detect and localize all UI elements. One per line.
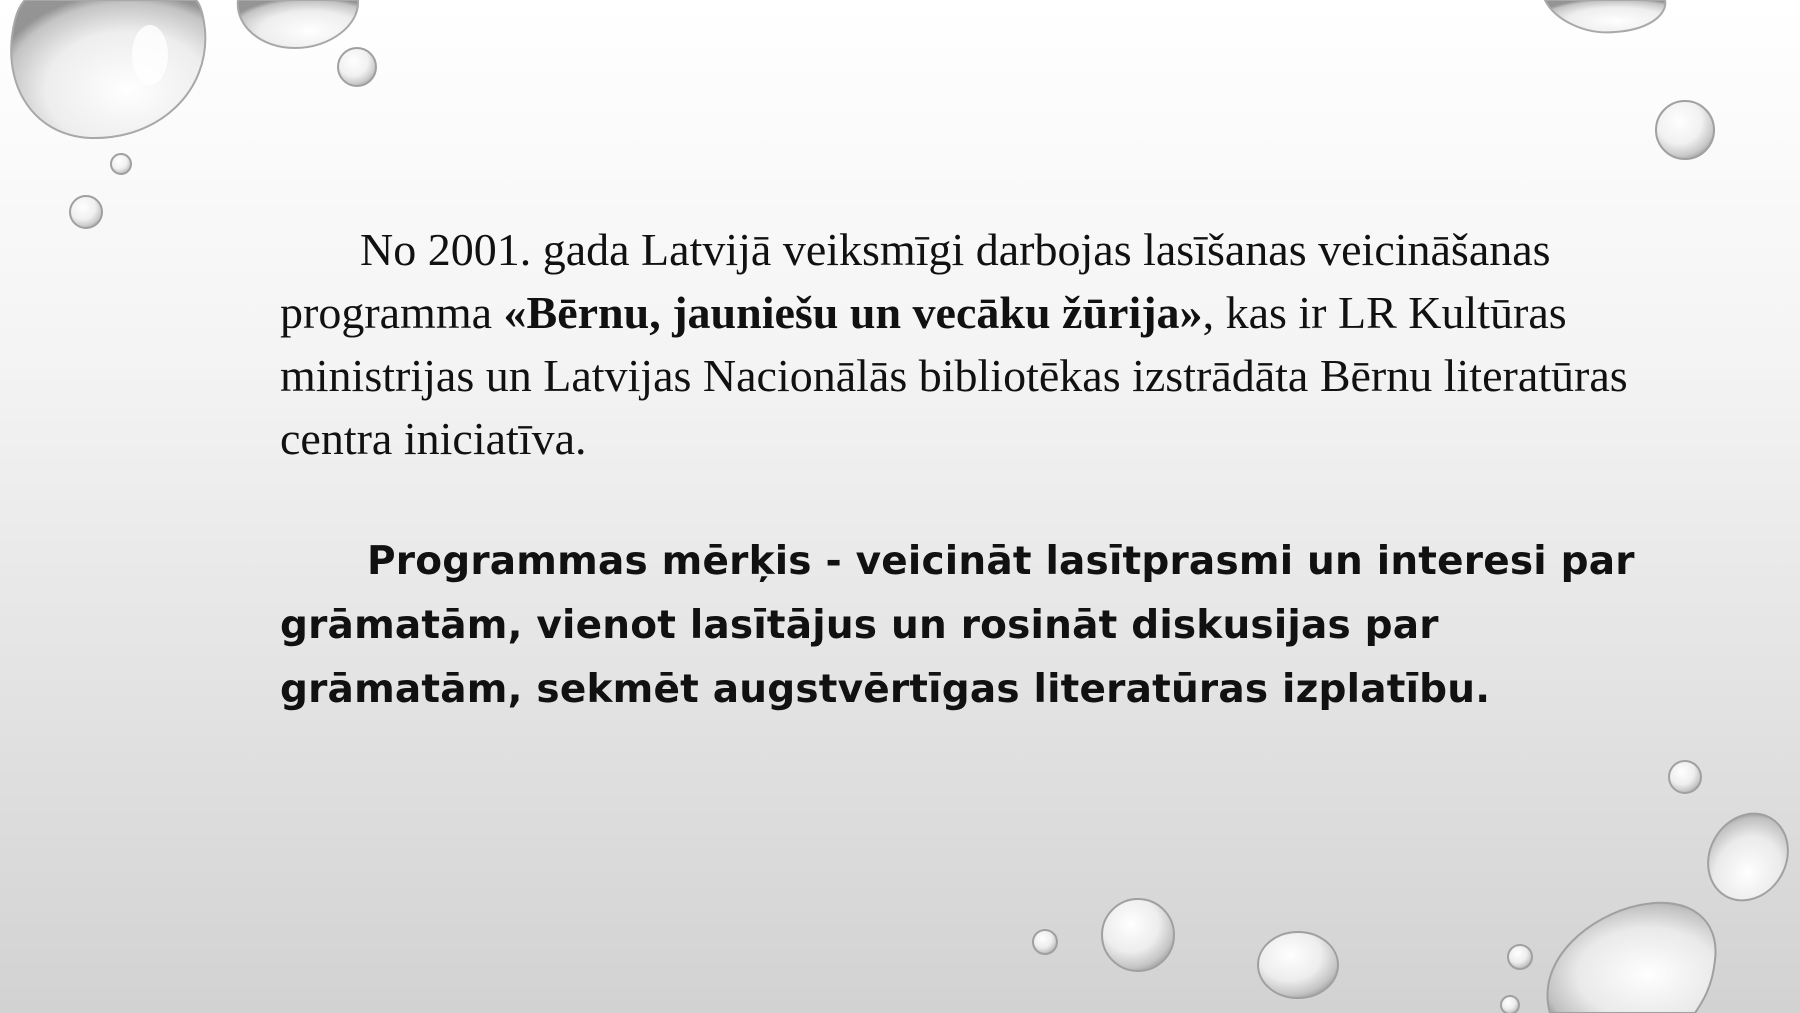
drop-small-1 <box>338 48 376 86</box>
drop-small-2 <box>111 154 131 174</box>
drop-small-3 <box>70 196 102 228</box>
drop-right-oval <box>1693 799 1800 915</box>
drop-right-medium <box>1656 101 1714 159</box>
drop-bottom-middle-1 <box>1033 930 1057 954</box>
intro-text-part1: No 2001. gada Latvijā veiksmīgi darbojas lasīšanas veicināšanas programma <box>280 224 1551 338</box>
drop-bottom-middle-2 <box>1102 899 1174 971</box>
drop-right-small <box>1669 761 1701 793</box>
drop-top-left-large <box>11 0 205 138</box>
drop-bottom-right-large <box>1547 903 1715 1013</box>
drop-bottom-small-2 <box>1501 996 1519 1013</box>
drop-top-right <box>1545 0 1665 32</box>
program-name: «Bērnu, jauniešu un vecāku žūrija» <box>503 287 1203 338</box>
drop-bottom-small-1 <box>1508 945 1532 969</box>
goal-text: Programmas mērķis - veicināt lasītprasmi un interesi par grāmatām, vienot lasītājus un rosināt diskusijas par grāmatām, sekmēt augstvērtīgas literatūras izplatību. <box>280 539 1635 712</box>
intro-paragraph <box>280 218 1680 470</box>
drop-bottom-middle-3 <box>1258 932 1338 998</box>
goal-paragraph <box>280 530 1680 722</box>
drop-top-left-medium <box>238 0 358 48</box>
intro-text-part2: , kas ir LR Kultūras ministrijas un Latvijas Nacionālās bibliotēkas izstrādāta Bērnu literatūras centra iniciatīva. <box>280 287 1628 464</box>
